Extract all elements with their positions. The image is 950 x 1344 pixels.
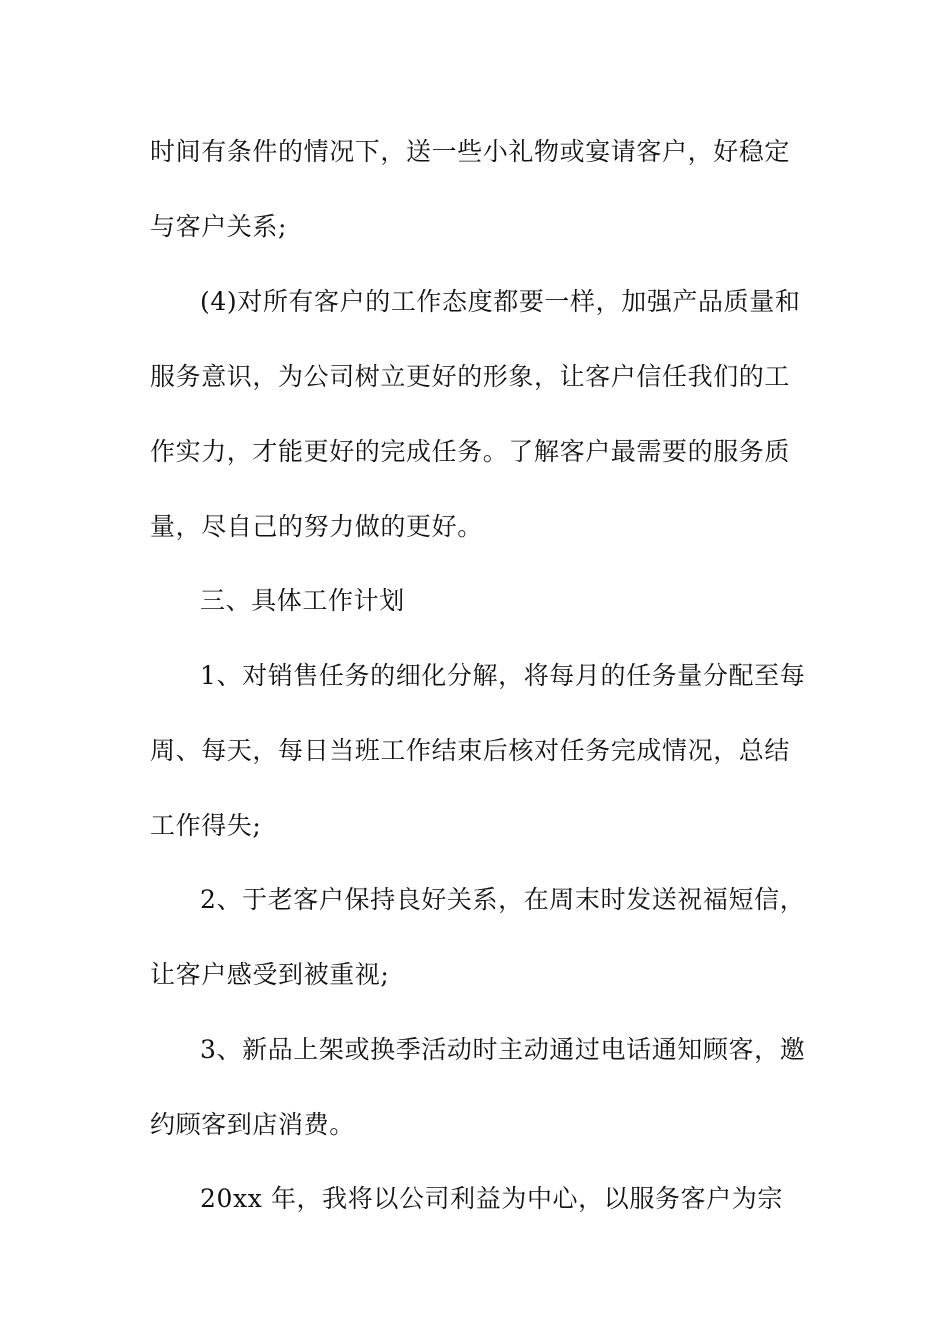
text-line: 工作得失;	[150, 811, 262, 840]
section-heading: 三、具体工作计划	[200, 586, 405, 615]
text-line: 作实力，才能更好的完成任务。了解客户最需要的服务质	[150, 437, 791, 466]
text-line: 约顾客到店消费。	[150, 1110, 355, 1139]
text-line: 2、于老客户保持良好关系，在周末时发送祝福短信，	[200, 885, 806, 914]
text-line: 1、对销售任务的细化分解，将每月的任务量分配至每	[200, 661, 806, 690]
text-line: (4)对所有客户的工作态度都要一样，加强产品质量和	[200, 287, 801, 316]
text-line: 20xx 年，我将以公司利益为中心，以服务客户为宗	[200, 1184, 783, 1213]
text-line: 周、每天，每日当班工作结束后核对任务完成情况，总结	[150, 736, 791, 765]
text-line: 让客户感受到被重视;	[150, 960, 390, 989]
text-line: 量，尽自己的努力做的更好。	[150, 512, 483, 541]
text-line: 服务意识，为公司树立更好的形象，让客户信任我们的工	[150, 362, 791, 391]
text-line: 与客户关系;	[150, 212, 288, 241]
text-line: 3、新品上架或换季活动时主动通过电话通知顾客，邀	[200, 1035, 806, 1064]
text-line: 时间有条件的情况下，送一些小礼物或宴请客户，好稳定	[150, 137, 791, 166]
